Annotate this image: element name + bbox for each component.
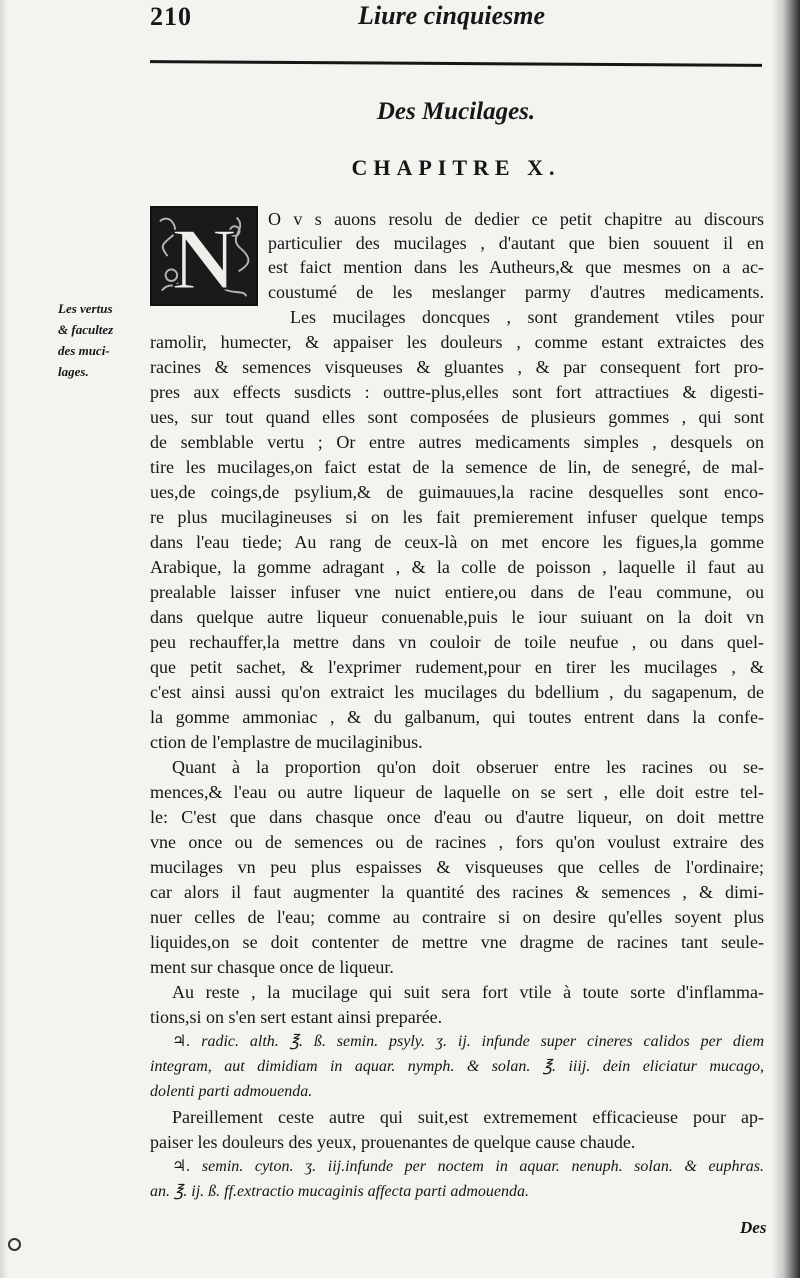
text-line: paiser les douleurs des yeux, prouenantes de quelque cause chaude. [150,1132,636,1152]
page-edge-left [0,0,8,1278]
text-line: la gomme ammoniac , & du galbanum, qui toutes entrent dans la confe- [150,707,764,727]
text-line: tire les mucilages,on faict estat de la semence de lin, de senegré, de mal- [150,457,764,477]
text-line: dans quelque autre liqueur conuenable,puis le iour suiuant on la doit vn [150,607,764,627]
text-line: mences,& l'eau ou autre liqueur de laquelle on se sert , elle doit estre tel- [150,782,764,802]
text-line: re plus mucilagineuses si on les fait premierement infuser quelque temps [150,507,764,527]
margin-note-line: lages. [58,364,89,379]
text-line: le: C'est que dans chasque once d'eau ou d'autre liqueur, on doit mettre [150,807,764,827]
text-line: car alors il faut augmenter la quantité des racines & semences , & dimi- [150,882,764,902]
drop-cap-n-ornament [150,206,258,306]
text-line: Arabique, la gomme adragant , & la colle de poisson , laquelle il faut au [150,557,764,577]
margin-note-line: & facultez [58,322,114,337]
text-line: ment sur chasque once de liqueur. [150,957,394,977]
text-line: ues, sur tout quand elles sont composées de plusieurs gommes , qui sont [150,407,764,427]
text-line: mucilages vn peu plus espaisses & visqueuses que celles de l'ordinaire; [150,857,764,877]
text-line: Les mucilages doncques , sont grandement vtiles pour [290,307,764,327]
text-line: prealable laisser infuser vne nuict entiere,ou dans de l'eau commune, ou [150,582,764,602]
text-line: particulier des mucilages , d'autant que bien souuent il en [268,233,764,253]
recipe-line: ♃. radic. alth. ℥. ß. semin. psyly. ʒ. ij. infunde super cineres calidos per diem [172,1033,764,1050]
text-line: pres aux effects susdicts : outtre-plus,elles sont fort attractiues & digesti- [150,382,764,402]
text-line: liquides,on se doit contenter de mettre vne dragme de racines tant seule- [150,932,764,952]
svg-text:N: N [172,210,236,304]
text-line: O v s auons resolu de dedier ce petit chapitre au discours [268,209,764,229]
page-edge-right [772,0,800,1278]
margin-note-line: des muci- [58,343,110,358]
chapter-heading: CHAPITRE X. [351,155,561,180]
running-header [150,0,765,40]
text-line: de semblable vertu ; Or entre autres medicaments simples , desquels on [150,432,764,452]
text-line: que petit sachet, & l'exprimer rudement,pour en tirer les mucilages , & [150,657,764,677]
text-line: ues,de coings,de psylium,& de guimauues,la racine desquelles sont enco- [150,482,764,502]
text-line: nuer celles de l'eau; comme au contraire si on desire qu'elles soyent plus [150,907,764,927]
header-rule [150,60,762,67]
text-line: c'est ainsi aussi qu'on extraict les mucilages du bdellium , du sagapenum, de [150,682,764,702]
margin-note [58,298,148,382]
text-line: racines & semences visqueuses & gluantes , & par consequent fort pro- [150,357,764,377]
text-line: est faict mention dans les Autheurs,& que mesmes on a ac- [268,257,764,277]
text-line: Pareillement ceste autre qui suit,est extremement efficacieuse pour ap- [172,1107,764,1127]
margin-note-line: Les vertus [58,301,113,316]
catchword: Des [740,1218,767,1237]
recipe-line: integram, aut dimidiam in aquar. nymph. & solan. ℥. iiij. dein eliciatur mucago, [150,1058,764,1075]
page-number: 210 [150,2,192,31]
text-line: peu rechauffer,la mettre dans vn couloir de toile neufue , ou dans quel- [150,632,764,652]
recipe-line: dolenti parti admouenda. [150,1083,313,1100]
text-line: ramolir, humecter, & appaiser les douleurs , comme estant extraictes des [150,332,764,352]
text-line: Au reste , la mucilage qui suit sera fort vtile à toute sorte d'inflamma- [172,982,764,1002]
recipe-line: an. ℥. ij. ß. ff.extractio mucaginis affecta parti admouenda. [150,1183,529,1200]
section-title: Des Mucilages. [376,98,536,125]
text-line: ction de l'emplastre de mucilaginibus. [150,732,423,752]
running-title: Liure cinquiesme [358,1,546,30]
text-line: tions,si on s'en sert estant ainsi preparée. [150,1007,443,1027]
binding-hole [8,1238,21,1251]
text-line: vne once ou de semences ou de racines , fors qu'on voulust extraire des [150,832,764,852]
text-line: Quant à la proportion qu'on doit obseruer entre les racines ou se- [172,757,764,777]
text-line: coustumé de les meslanger parmy d'autres medicaments. [268,282,764,302]
recipe-line: ♃. semin. cyton. ʒ. iij.infunde per noctem in aquar. nenuph. solan. & euphras. [172,1158,764,1175]
text-line: dans l'eau tiede; Au rang de ceux-là on met encore les figues,la gomme [150,532,764,552]
